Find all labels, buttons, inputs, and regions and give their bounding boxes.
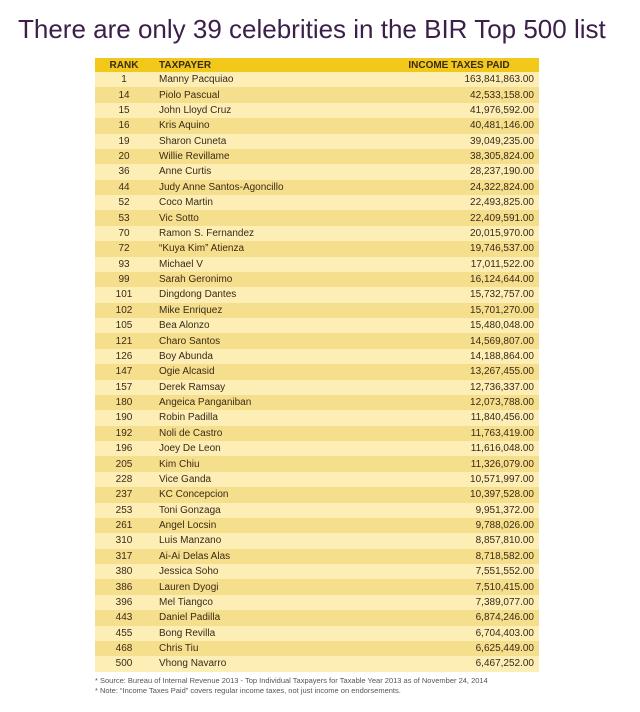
rank-cell: 105 — [115, 320, 133, 332]
table-row — [95, 241, 539, 256]
taxpayer-cell: John Lloyd Cruz — [159, 104, 232, 116]
rank-cell: 237 — [115, 489, 133, 501]
taxes-cell: 11,840,456.00 — [470, 412, 534, 424]
taxes-cell: 13,267,455.00 — [470, 366, 534, 378]
table-row — [95, 380, 539, 395]
taxes-cell: 38,305,824.00 — [470, 151, 534, 163]
taxpayer-cell: Robin Padilla — [159, 412, 218, 424]
taxpayer-cell: “Kuya Kim” Atienza — [159, 243, 245, 255]
rank-cell: 228 — [115, 473, 133, 485]
rank-cell: 101 — [115, 289, 133, 301]
table-row — [95, 226, 539, 241]
taxpayer-cell: Sarah Geronimo — [159, 274, 233, 286]
table-row — [95, 549, 539, 564]
table-row — [95, 303, 539, 318]
taxes-cell: 9,788,026.00 — [475, 520, 534, 532]
rank-cell: 317 — [115, 550, 133, 562]
rank-cell: 380 — [115, 566, 133, 578]
table-row — [95, 610, 539, 625]
taxes-cell: 7,551,552.00 — [475, 566, 534, 578]
rank-cell: 1 — [121, 74, 127, 86]
table-row — [95, 503, 539, 518]
rank-cell: 192 — [115, 427, 133, 439]
taxpayer-cell: Daniel Padilla — [159, 612, 221, 624]
taxpayer-cell: Piolo Pascual — [159, 89, 220, 101]
taxpayer-cell: Angeica Panganiban — [159, 397, 252, 409]
taxes-cell: 12,736,337.00 — [470, 381, 534, 393]
taxes-cell: 14,569,807.00 — [470, 335, 534, 347]
income-note: * Note: “Income Taxes Paid” covers regular income taxes, not just income on endorsements. — [95, 686, 401, 695]
page-title: There are only 39 celebrities in the BIR Top 500 list — [18, 14, 606, 44]
taxpayer-cell: Bong Revilla — [159, 627, 216, 639]
table-row — [95, 164, 539, 179]
taxes-cell: 15,480,048.00 — [470, 320, 534, 332]
taxes-cell: 7,389,077.00 — [475, 596, 534, 608]
rank-cell: 190 — [115, 412, 133, 424]
rank-cell: 52 — [118, 197, 130, 209]
taxpayer-cell: Angel Locsin — [159, 520, 217, 532]
taxpayer-cell: Anne Curtis — [159, 166, 212, 178]
rank-cell: 468 — [115, 643, 133, 655]
rank-cell: 93 — [118, 258, 130, 270]
taxes-cell: 6,874,246.00 — [475, 612, 534, 624]
taxpayer-cell: Vhong Navarro — [159, 658, 227, 670]
taxpayer-cell: Vice Ganda — [159, 473, 212, 485]
taxpayer-cell: Toni Gonzaga — [159, 504, 221, 516]
table-row — [95, 287, 539, 302]
taxpayer-cell: Michael V — [159, 258, 203, 270]
header-rank: RANK — [109, 59, 139, 71]
rank-cell: 147 — [115, 366, 133, 378]
taxes-cell: 8,718,582.00 — [475, 550, 534, 562]
rank-cell: 196 — [115, 443, 133, 455]
taxpayer-cell: Ogie Alcasid — [159, 366, 215, 378]
rank-cell: 261 — [115, 520, 133, 532]
rank-cell: 36 — [118, 166, 130, 178]
taxpayer-cell: Manny Pacquiao — [159, 74, 234, 86]
rank-cell: 14 — [118, 89, 130, 101]
taxes-cell: 6,625,449.00 — [475, 643, 534, 655]
table-row — [95, 533, 539, 548]
table-row — [95, 72, 539, 87]
taxpayer-cell: Chris Tiu — [159, 643, 199, 655]
rank-cell: 205 — [115, 458, 133, 470]
taxes-cell: 7,510,415.00 — [475, 581, 534, 593]
taxes-cell: 42,533,158.00 — [470, 89, 534, 101]
taxpayer-cell: Kris Aquino — [159, 120, 210, 132]
taxes-cell: 20,015,970.00 — [470, 227, 534, 239]
table-row — [95, 441, 539, 456]
taxpayer-cell: Kim Chiu — [159, 458, 200, 470]
table-row — [95, 595, 539, 610]
table-row — [95, 257, 539, 272]
taxpayer-cell: Lauren Dyogi — [159, 581, 219, 593]
taxpayer-cell: Bea Alonzo — [159, 320, 210, 332]
taxes-cell: 15,701,270.00 — [470, 304, 534, 316]
table-row — [95, 656, 539, 671]
rank-cell: 443 — [115, 612, 133, 624]
rank-cell: 99 — [118, 274, 130, 286]
taxes-cell: 40,481,146.00 — [470, 120, 534, 132]
taxpayer-cell: Boy Abunda — [159, 350, 213, 362]
table-row — [95, 210, 539, 225]
rank-cell: 180 — [115, 397, 133, 409]
table-header — [95, 58, 539, 72]
table-row — [95, 87, 539, 102]
footnotes — [95, 676, 575, 696]
table-row — [95, 195, 539, 210]
table-row — [95, 472, 539, 487]
taxes-cell: 9,951,372.00 — [475, 504, 534, 516]
taxpayer-cell: Dingdong Dantes — [159, 289, 237, 301]
table-row — [95, 103, 539, 118]
table-row — [95, 518, 539, 533]
taxes-cell: 10,571,997.00 — [470, 473, 534, 485]
taxes-cell: 24,322,824.00 — [470, 181, 534, 193]
taxpayer-cell: Sharon Cuneta — [159, 135, 227, 147]
rank-cell: 44 — [118, 181, 130, 193]
table-row — [95, 426, 539, 441]
rank-cell: 19 — [118, 135, 130, 147]
taxes-cell: 6,467,252.00 — [475, 658, 534, 670]
table-row — [95, 626, 539, 641]
taxes-cell: 11,326,079.00 — [470, 458, 534, 470]
table-row — [95, 487, 539, 502]
taxes-cell: 11,763,419.00 — [470, 427, 534, 439]
rank-cell: 500 — [115, 658, 133, 670]
taxpayer-cell: Judy Anne Santos-Agoncillo — [159, 181, 284, 193]
taxpayer-cell: Noli de Castro — [159, 427, 223, 439]
table-row — [95, 318, 539, 333]
table-body — [95, 72, 539, 672]
rank-cell: 396 — [115, 596, 133, 608]
header-taxpayer: TAXPAYER — [159, 59, 212, 71]
taxes-cell: 39,049,235.00 — [470, 135, 534, 147]
taxes-cell: 11,616,048.00 — [470, 443, 534, 455]
table-row — [95, 134, 539, 149]
taxes-cell: 10,397,528.00 — [470, 489, 534, 501]
table-row — [95, 456, 539, 471]
taxpayer-cell: Willie Revillame — [159, 151, 230, 163]
taxes-cell: 6,704,403.00 — [475, 627, 534, 639]
rank-cell: 102 — [115, 304, 133, 316]
taxes-cell: 28,237,190.00 — [470, 166, 534, 178]
rank-cell: 16 — [118, 120, 130, 132]
taxpayer-table — [95, 58, 539, 672]
taxpayer-cell: Ramon S. Fernandez — [159, 227, 255, 239]
rank-cell: 15 — [118, 104, 130, 116]
taxes-cell: 16,124,644.00 — [470, 274, 534, 286]
taxes-cell: 41,976,592.00 — [470, 104, 534, 116]
rank-cell: 121 — [115, 335, 133, 347]
table-row — [95, 564, 539, 579]
table-row — [95, 333, 539, 348]
taxes-cell: 14,188,864.00 — [470, 350, 534, 362]
taxes-cell: 22,493,825.00 — [470, 197, 534, 209]
taxpayer-cell: Charo Santos — [159, 335, 221, 347]
source-note: * Source: Bureau of Internal Revenue 2013 - Top Individual Taxpayers for Taxable Year 2013 as of November 24, 2014 — [95, 676, 488, 685]
taxpayer-cell: Jessica Soho — [159, 566, 219, 578]
rank-cell: 386 — [115, 581, 133, 593]
taxpayer-cell: KC Concepcion — [159, 489, 229, 501]
table-row — [95, 149, 539, 164]
rank-cell: 157 — [115, 381, 133, 393]
taxes-cell: 15,732,757.00 — [470, 289, 534, 301]
taxpayer-cell: Vic Sotto — [159, 212, 199, 224]
taxpayer-cell: Mike Enriquez — [159, 304, 223, 316]
rank-cell: 253 — [115, 504, 133, 516]
rank-cell: 72 — [118, 243, 130, 255]
taxpayer-cell: Joey De Leon — [159, 443, 221, 455]
rank-cell: 310 — [115, 535, 133, 547]
table-row — [95, 410, 539, 425]
taxpayer-cell: Coco Martin — [159, 197, 213, 209]
header-taxes: INCOME TAXES PAID — [408, 59, 510, 71]
taxes-cell: 22,409,591.00 — [470, 212, 534, 224]
taxpayer-cell: Luis Manzano — [159, 535, 222, 547]
table-row — [95, 395, 539, 410]
table-row — [95, 579, 539, 594]
rank-cell: 126 — [115, 350, 133, 362]
table-row — [95, 641, 539, 656]
table-row — [95, 364, 539, 379]
taxpayer-cell: Derek Ramsay — [159, 381, 226, 393]
table-row — [95, 349, 539, 364]
taxes-cell: 8,857,810.00 — [475, 535, 534, 547]
taxes-cell: 12,073,788.00 — [470, 397, 534, 409]
taxes-cell: 163,841,863.00 — [464, 74, 534, 86]
taxes-cell: 19,746,537.00 — [470, 243, 534, 255]
taxpayer-cell: Mel Tiangco — [159, 596, 213, 608]
rank-cell: 70 — [118, 227, 130, 239]
table-row — [95, 118, 539, 133]
taxpayer-cell: Ai-Ai Delas Alas — [159, 550, 231, 562]
table-row — [95, 180, 539, 195]
rank-cell: 53 — [118, 212, 130, 224]
rank-cell: 455 — [115, 627, 133, 639]
table-row — [95, 272, 539, 287]
rank-cell: 20 — [118, 151, 130, 163]
taxes-cell: 17,011,522.00 — [470, 258, 534, 270]
